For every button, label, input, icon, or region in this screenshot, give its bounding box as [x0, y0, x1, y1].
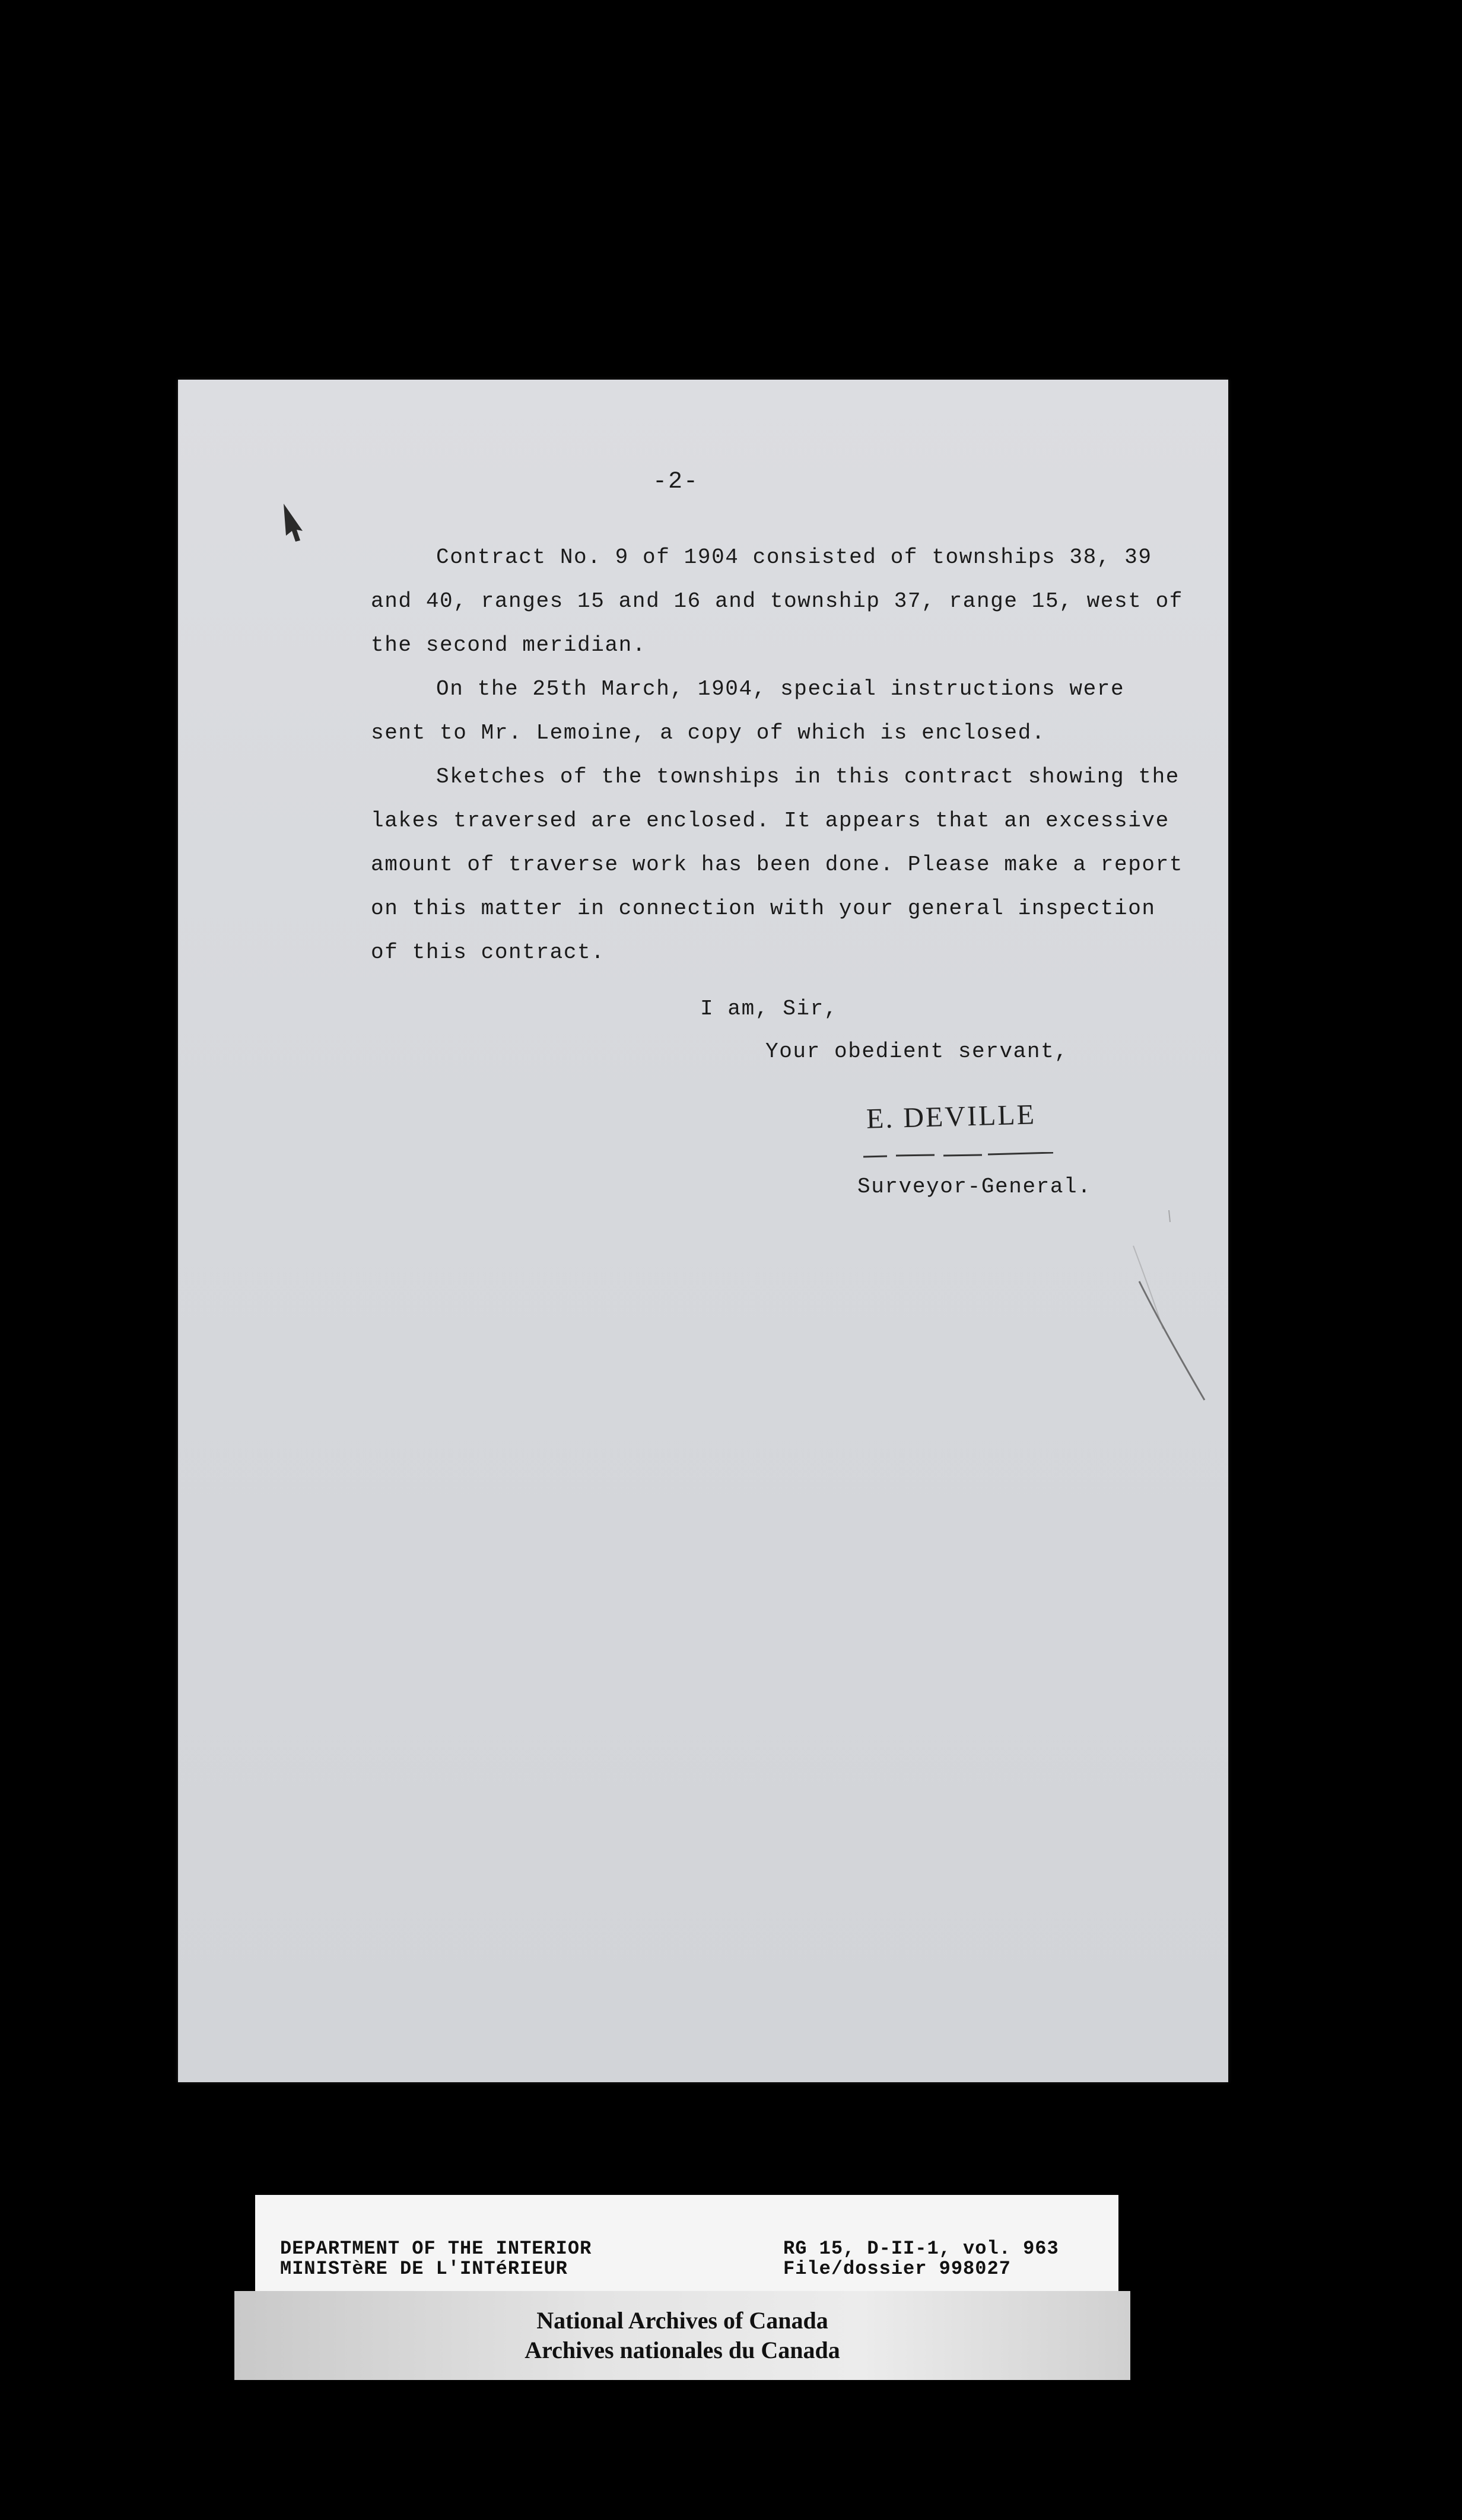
signatory-title: Surveyor-General. — [857, 1175, 1092, 1199]
file-number: File/dossier 998027 — [783, 2258, 1011, 2280]
smudge-mark — [1127, 1210, 1216, 1412]
closing-servant: Your obedient servant, — [765, 1039, 1069, 1064]
signature-underline — [863, 1152, 1053, 1159]
department-block — [280, 2239, 592, 2279]
archive-reference-label — [255, 2195, 1118, 2291]
paragraph-sketches: Sketches of the townships in this contract showing the lakes traversed are enclosed. It appears that an excessive amount of traverse work has been done. Please make a report on this matter in connection with your general inspection of this contract. — [371, 765, 1184, 965]
archives-name-french: Archives nationales du Canada — [525, 2337, 840, 2363]
reference-block — [783, 2239, 1059, 2279]
archives-banner — [234, 2291, 1130, 2380]
signature-stamp: E. DEVILLE — [866, 1099, 1037, 1135]
page-number: -2- — [653, 469, 700, 495]
letter-body — [371, 536, 1190, 975]
record-group-reference: RG 15, D-II-1, vol. 963 — [783, 2238, 1059, 2260]
department-english: DEPARTMENT OF THE INTERIOR — [280, 2238, 592, 2260]
arrow-mark-icon — [279, 501, 309, 543]
closing-salutation: I am, Sir, — [700, 997, 838, 1021]
archives-name-english: National Archives of Canada — [536, 2307, 828, 2334]
paragraph-contract: Contract No. 9 of 1904 consisted of townships 38, 39 and 40, ranges 15 and 16 and township 37, range 15, west of the second meridian. — [371, 545, 1184, 657]
paragraph-instructions: On the 25th March, 1904, special instructions were sent to Mr. Lemoine, a copy of which is enclosed. — [371, 677, 1125, 745]
department-french: MINISTèRE DE L'INTéRIEUR — [280, 2258, 568, 2280]
